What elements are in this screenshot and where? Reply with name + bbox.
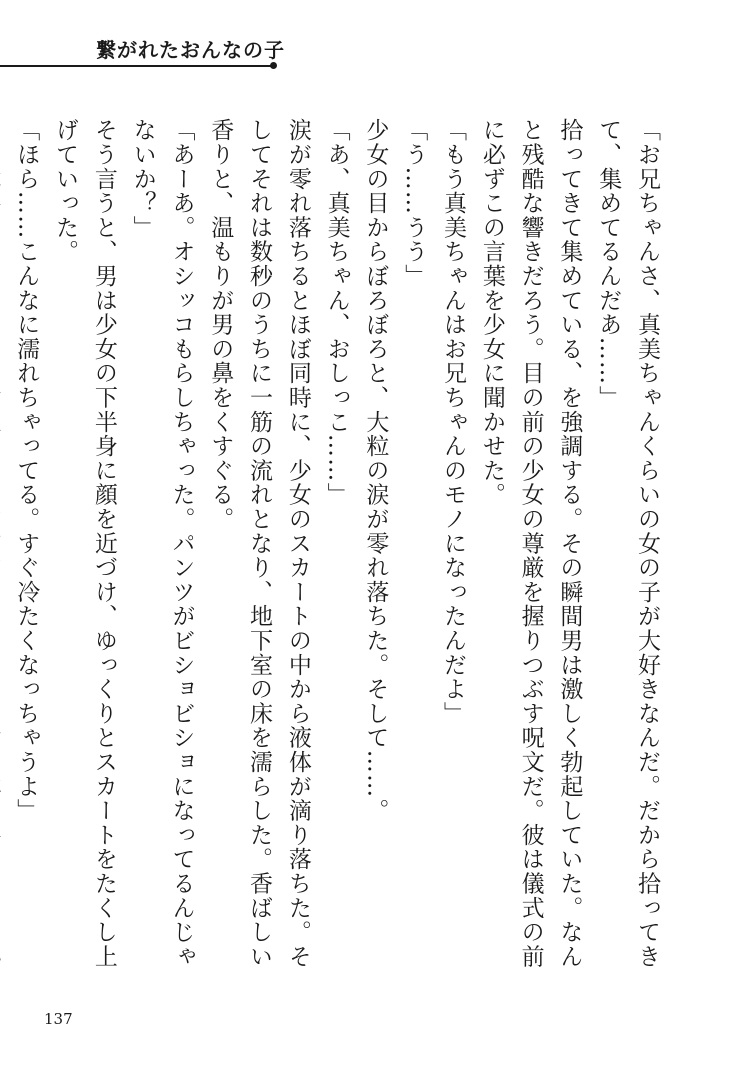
paragraph: 「ほら……こんなに濡れちゃってる。すぐ冷たくなっちゃうよ」 xyxy=(13,118,40,823)
body-text xyxy=(0,118,666,978)
paragraph: 「お兄ちゃんさ、真美ちゃんくらいの女の子が大好きなんだ。だから拾ってきて、集めてるんだあ……」 xyxy=(595,118,660,969)
paragraph xyxy=(0,118,6,978)
header-rule xyxy=(0,65,272,67)
paragraph: 「あーあ。オシッコもらしちゃった。パンツがビショビショになってるんじゃないか？」 xyxy=(129,118,195,969)
header-rule-dot xyxy=(270,62,277,69)
paragraph: 涙が零れ落ちるとほぼ同時に、少女のスカートの中から液体が滴り落ちた。そしてそれは数秒のうちに一筋の流れとなり、地下室の床を濡らした。香ばしい香りと、温もりが男の鼻をくすぐる。 xyxy=(207,118,311,969)
paragraph: 拾ってきて集めている、を強調する。その瞬間男は激しく勃起していた。なんと残酷な響きだろう。目の前の少女の尊厳を握りつぶす呪文だ。彼は儀式の前に必ずこの言葉を少女に聞かせた。 xyxy=(478,118,583,969)
paragraph: 「あ、真美ちゃん、おしっこ……」 xyxy=(323,118,350,507)
paragraph: 「う……うう」 xyxy=(401,118,428,289)
page-number: 137 xyxy=(44,1010,73,1028)
running-title: 繋がれたおんなの子 xyxy=(96,38,285,62)
paragraph: そう言うと、男は少女の下半身に顔を近づけ、ゆっくりとスカートをたくし上げていった。 xyxy=(52,118,117,969)
paragraph: 少女の目からぼろぼろと、大粒の涙が零れ落ちた。そして……。 xyxy=(362,118,389,823)
paragraph: 「もう真美ちゃんはお兄ちゃんのモノになったんだよ」 xyxy=(440,118,467,726)
